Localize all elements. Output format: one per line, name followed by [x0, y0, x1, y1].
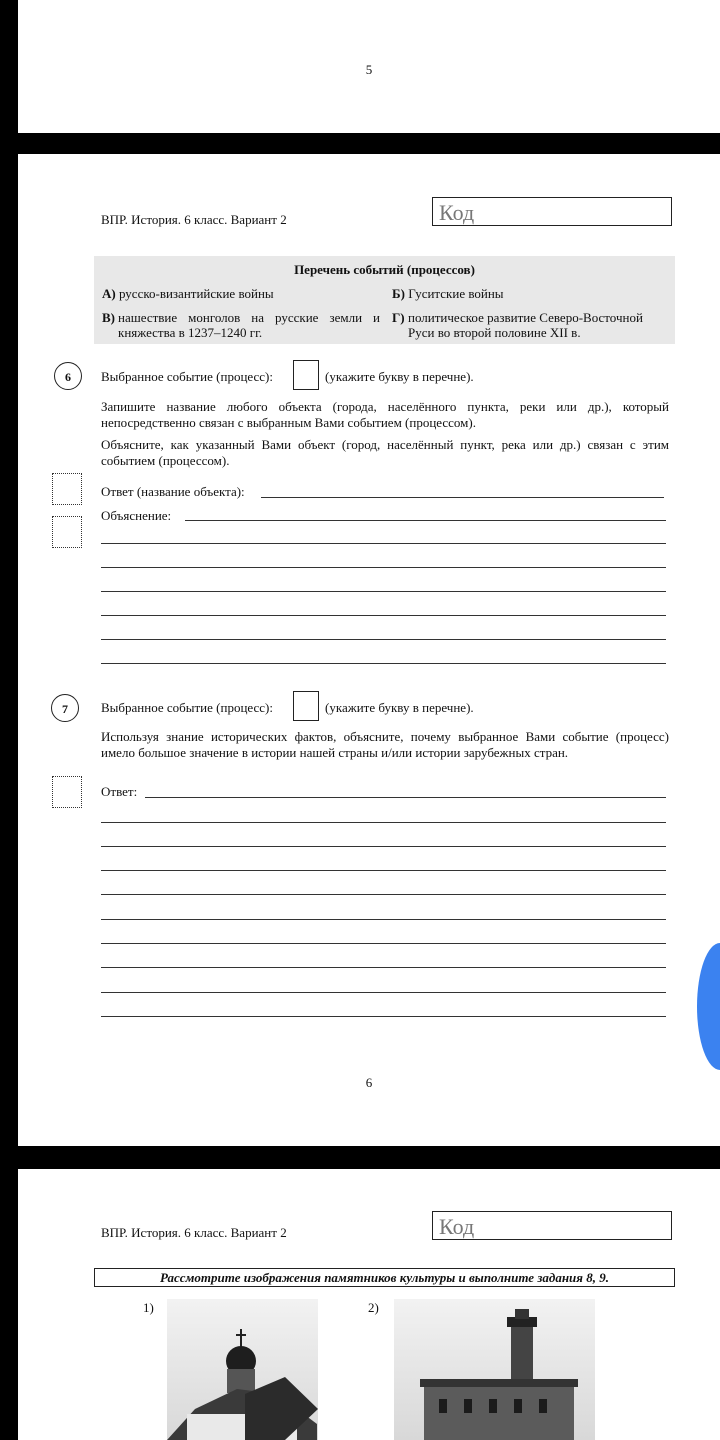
palace-image	[394, 1299, 595, 1440]
code-field[interactable]: Код	[432, 1211, 672, 1240]
page-header-title: ВПР. История. 6 класс. Вариант 2	[101, 212, 287, 227]
palace-illustration	[394, 1299, 595, 1440]
task6-choice-label: Выбранное событие (процесс):	[101, 369, 273, 384]
answer-line[interactable]	[101, 846, 666, 847]
image-label-1: 1)	[143, 1300, 154, 1315]
task-number-7: 7	[51, 694, 79, 722]
task6-answer-label: Ответ (название объекта):	[101, 484, 245, 499]
event-v-text: нашествие монголов на русские земли и княжества в 1237–1240 гг.	[118, 310, 380, 340]
answer-line[interactable]	[101, 639, 666, 640]
task7-answer-label: Ответ:	[101, 784, 138, 799]
answer-line[interactable]	[101, 967, 666, 968]
answer-line[interactable]	[101, 663, 666, 664]
answer-line[interactable]	[101, 822, 666, 823]
task7-instruction: Используя знание исторических фактов, объясните, почему выбранное Вами событие (процесс) имело большое значение в истории нашей страны и/или истории зарубежных стран.	[101, 729, 669, 760]
answer-line[interactable]	[101, 591, 666, 592]
answer-line[interactable]	[101, 567, 666, 568]
task7-choice-box[interactable]	[293, 691, 319, 721]
answer-line[interactable]	[101, 615, 666, 616]
event-a: А) русско-византийские войны	[102, 286, 274, 301]
church-image	[167, 1299, 318, 1440]
answer-line[interactable]	[101, 1016, 666, 1017]
answer-line[interactable]	[261, 497, 664, 498]
answer-line[interactable]	[101, 943, 666, 944]
task6-instruction-2: Объясните, как указанный Вами объект (город, населённый пункт, река или др.) связан с этим событием (процессом).	[101, 437, 669, 468]
page-header-title: ВПР. История. 6 класс. Вариант 2	[101, 1225, 287, 1240]
image-label-2: 2)	[368, 1300, 379, 1315]
answer-line[interactable]	[101, 543, 666, 544]
code-field[interactable]: Код	[432, 197, 672, 226]
task6-choice-hint: (укажите букву в перечне).	[325, 369, 474, 384]
answer-line[interactable]	[101, 919, 666, 920]
event-v-letter: В)	[102, 310, 115, 325]
answer-line[interactable]	[101, 894, 666, 895]
event-b: Б) Гуситские войны	[392, 286, 504, 301]
event-g-text: политическое развитие Северо-Восточной Руси во второй половине XII в.	[408, 310, 643, 340]
events-list	[94, 256, 675, 344]
answer-line[interactable]	[101, 870, 666, 871]
event-g-letter: Г)	[392, 310, 405, 325]
task6-explanation-label: Объяснение:	[101, 508, 172, 523]
page-number: 5	[365, 62, 373, 77]
page-6	[18, 154, 720, 1146]
events-title: Перечень событий (процессов)	[294, 262, 475, 277]
answer-line[interactable]	[185, 520, 666, 521]
task7-choice-label: Выбранное событие (процесс):	[101, 700, 273, 715]
score-box	[52, 516, 82, 548]
task-instruction: Рассмотрите изображения памятников культуры и выполните задания 8, 9.	[94, 1268, 675, 1287]
page-7	[18, 1169, 720, 1440]
page-number: 6	[365, 1075, 373, 1090]
task7-choice-hint: (укажите букву в перечне).	[325, 700, 474, 715]
church-illustration	[167, 1299, 318, 1440]
score-box	[52, 776, 82, 808]
page-5	[18, 0, 720, 133]
task-number-6: 6	[54, 362, 82, 390]
task6-choice-box[interactable]	[293, 360, 319, 390]
task6-instruction-1: Запишите название любого объекта (города, населённого пункта, реки или др.), который непосредственно связан с выбранным Вами событием (процессом).	[101, 399, 669, 430]
score-box	[52, 473, 82, 505]
answer-line[interactable]	[145, 797, 666, 798]
answer-line[interactable]	[101, 992, 666, 993]
